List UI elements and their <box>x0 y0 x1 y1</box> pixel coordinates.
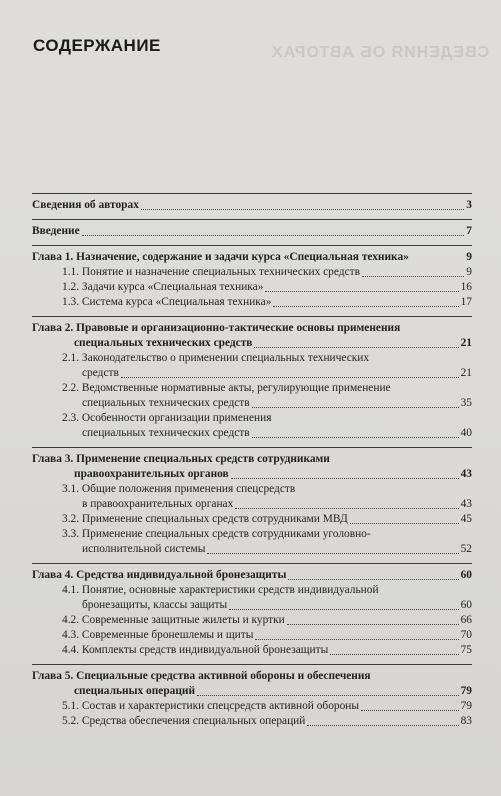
toc-page-number: 3 <box>466 199 472 211</box>
divider <box>32 193 472 194</box>
toc-entry-label: исполнительной системы <box>82 543 206 555</box>
toc-entry-label: 2.2. Ведомственные нормативные акты, регулирующие применение <box>62 382 391 394</box>
toc-page-number: 9 <box>466 266 472 278</box>
toc-entry-label: 1.2. Задачи курса «Специальная техника» <box>62 281 264 293</box>
leader-dots <box>288 579 458 580</box>
toc-section-3-2[interactable] <box>32 512 472 527</box>
toc-entry-label: специальных операций <box>74 685 196 697</box>
table-of-contents <box>32 187 472 729</box>
toc-section-2-1[interactable] <box>32 351 472 381</box>
leader-dots <box>229 609 458 610</box>
toc-section-1-3[interactable] <box>32 295 472 310</box>
toc-entry-label: Глава 5. Специальные средства активной обороны и обеспечения <box>32 670 371 682</box>
toc-chapter-3[interactable] <box>32 452 472 482</box>
leader-dots <box>82 235 465 236</box>
leader-dots <box>350 523 459 524</box>
toc-entry-label: Глава 1. Назначение, содержание и задачи курса «Специальная техника» <box>32 251 409 263</box>
toc-section-4-1[interactable] <box>32 583 472 613</box>
toc-section-5-1[interactable] <box>32 699 472 714</box>
leader-dots <box>307 725 458 726</box>
leader-dots <box>197 695 459 696</box>
toc-entry-label: Сведения об авторах <box>32 199 139 211</box>
toc-page-number: 17 <box>460 296 472 308</box>
toc-entry-label: Глава 2. Правовые и организационно-тактические основы применения <box>32 322 401 334</box>
toc-page-number: 70 <box>460 629 472 641</box>
toc-entry-label: средств <box>82 367 119 379</box>
toc-entry-label: 2.1. Законодательство о применении специальных технических <box>62 352 370 364</box>
toc-chapter-4[interactable] <box>32 568 472 583</box>
divider <box>32 563 472 564</box>
toc-page-number: 60 <box>460 599 472 611</box>
toc-entry-label: 4.4. Комплекты средств индивидуальной бронезащиты <box>62 644 329 656</box>
toc-page-number: 75 <box>460 644 472 656</box>
toc-entry-label: 4.2. Современные защитные жилеты и куртки <box>62 614 285 626</box>
toc-entry-label: Глава 4. Средства индивидуальной бронезащиты <box>32 569 287 581</box>
toc-entry-label: 3.3. Применение специальных средств сотрудниками уголовно- <box>62 528 371 540</box>
toc-page-number: 35 <box>460 397 472 409</box>
leader-dots <box>252 437 459 438</box>
leader-dots <box>121 377 459 378</box>
toc-entry-label: 4.1. Понятие, основные характеристики средств индивидуальной <box>62 584 379 596</box>
divider <box>32 219 472 220</box>
toc-entry-label: 2.3. Особенности организации применения <box>62 412 272 424</box>
toc-section-1-2[interactable] <box>32 280 472 295</box>
toc-section-4-4[interactable] <box>32 643 472 658</box>
page-title: СОДЕРЖАНИЕ <box>33 36 161 55</box>
toc-entry-label: 5.2. Средства обеспечения специальных операций <box>62 715 306 727</box>
toc-entry-label: в правоохранительных органах <box>82 498 234 510</box>
toc-section-1-1[interactable] <box>32 265 472 280</box>
toc-page-number: 66 <box>460 614 472 626</box>
divider <box>32 245 472 246</box>
bleed-through-text: СВЕДЕНИЯ ОБ АВТОРАХ <box>270 44 489 61</box>
toc-chapter-1[interactable] <box>32 250 472 265</box>
toc-page-number: 79 <box>460 700 472 712</box>
leader-dots <box>361 710 459 711</box>
leader-dots <box>231 478 459 479</box>
toc-section-5-2[interactable] <box>32 714 472 729</box>
toc-entry-label: 1.3. Система курса «Специальная техника» <box>62 296 272 308</box>
toc-entry-intro[interactable] <box>32 224 472 239</box>
divider <box>32 447 472 448</box>
toc-entry-label: Глава 3. Применение специальных средств сотрудниками <box>32 453 330 465</box>
toc-section-2-3[interactable] <box>32 411 472 441</box>
divider <box>32 316 472 317</box>
toc-entry-label: 5.1. Состав и характеристики спецсредств активной обороны <box>62 700 360 712</box>
leader-dots <box>252 407 459 408</box>
leader-dots <box>255 639 458 640</box>
toc-section-2-2[interactable] <box>32 381 472 411</box>
leader-dots <box>207 553 458 554</box>
toc-page-number: 21 <box>460 367 472 379</box>
toc-page-number: 79 <box>460 685 472 697</box>
toc-entry-label: 4.3. Современные бронешлемы и щиты <box>62 629 254 641</box>
toc-section-3-3[interactable] <box>32 527 472 557</box>
toc-section-3-1[interactable] <box>32 482 472 512</box>
leader-dots <box>235 508 458 509</box>
leader-dots <box>330 654 458 655</box>
divider <box>32 664 472 665</box>
toc-entry-label: специальных технических средств <box>74 337 253 349</box>
leader-dots <box>141 209 464 210</box>
toc-page-number: 43 <box>460 498 472 510</box>
leader-dots <box>362 276 464 277</box>
toc-entry-label: 1.1. Понятие и назначение специальных технических средств <box>62 266 360 278</box>
toc-page-number: 16 <box>460 281 472 293</box>
leader-dots <box>287 624 459 625</box>
toc-entry-label: специальных технических средств <box>82 427 250 439</box>
leader-dots <box>254 347 458 348</box>
toc-page-number: 9 <box>466 251 472 263</box>
toc-entry-label: Введение <box>32 225 80 237</box>
toc-page-number: 60 <box>460 569 472 581</box>
toc-page-number: 45 <box>460 513 472 525</box>
toc-section-4-2[interactable] <box>32 613 472 628</box>
toc-page-number: 21 <box>460 337 472 349</box>
toc-chapter-2[interactable] <box>32 321 472 351</box>
leader-dots <box>273 306 458 307</box>
toc-entry-label: 3.1. Общие положения применения спецсредств <box>62 483 296 495</box>
toc-entry-label: бронезащиты, классы защиты <box>82 599 228 611</box>
toc-page-number: 52 <box>460 543 472 555</box>
toc-entry-label: 3.2. Применение специальных средств сотрудниками МВД <box>62 513 348 525</box>
leader-dots <box>265 291 458 292</box>
toc-page-number: 83 <box>460 715 472 727</box>
toc-entry-authors[interactable] <box>32 198 472 213</box>
toc-page-number: 40 <box>460 427 472 439</box>
toc-page-number: 7 <box>466 225 472 237</box>
toc-section-4-3[interactable] <box>32 628 472 643</box>
toc-chapter-5[interactable] <box>32 669 472 699</box>
toc-page-number: 43 <box>460 468 472 480</box>
toc-entry-label: специальных технических средств <box>82 397 250 409</box>
toc-entry-label: правоохранительных органов <box>74 468 229 480</box>
